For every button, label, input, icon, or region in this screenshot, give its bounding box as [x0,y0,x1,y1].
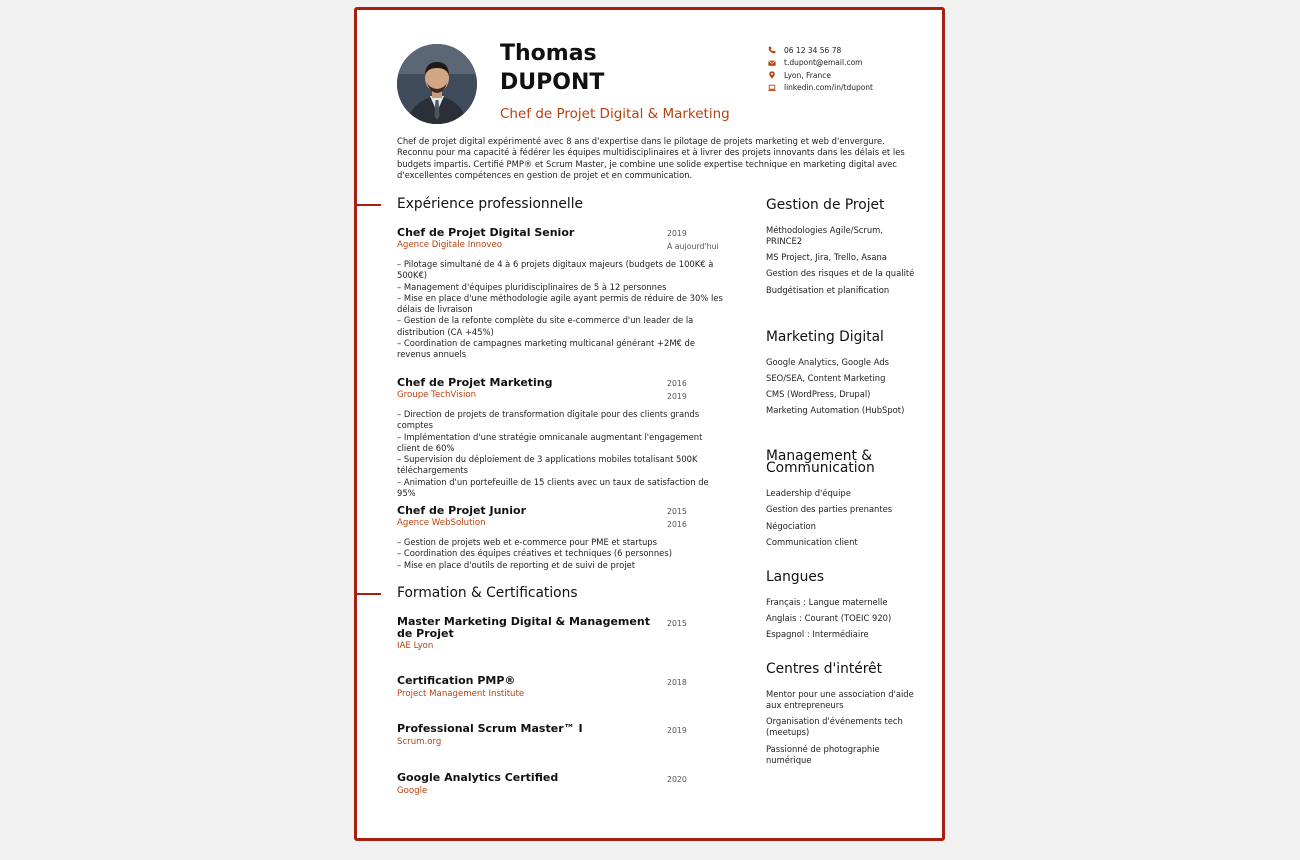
job-bullet: – Implémentation d'une stratégie omnicanale augmentant l'engagement client de 60% [397,431,703,453]
job-bullet: – Animation d'un portefeuille de 15 clients avec un taux de satisfaction de 95% [397,476,709,499]
portrait-illustration [397,44,477,124]
contact-block [767,44,873,94]
sidebar-item: Organisation d'événements tech (meetups) [766,716,903,738]
job-bullets [397,409,727,499]
experience-item [397,376,727,499]
job-bullet: – Coordination de campagnes marketing multicanal générant +2M€ de revenus annuels [397,338,695,360]
education-title: Master Marketing Digital & Management de Projet [397,615,650,640]
job-start: 2019 [667,229,687,238]
sidebar-item: Passionné de photographie numérique [766,743,880,765]
sidebar-item: Méthodologies Agile/Scrum, PRINCE2 [766,224,883,246]
job-end: 2016 [667,519,687,529]
linkedin-text: linkedin.com/in/tdupont [784,83,874,93]
job-bullet: – Gestion de projets web et e-commerce pour PME et startups [397,537,657,547]
job-bullet: – Supervision du déploiement de 3 applications mobiles totalisant 500K téléchargements [397,454,698,476]
job-end: À aujourd'hui [667,241,719,251]
profile-summary: Chef de projet digital expérimenté avec 8 ans d'expertise dans le pilotage de projets marketing et web d'envergure. Reconnu pour ma capacité à fédérer les équipes multidisciplinaires et à livrer des projets innovants dans les délais et les budgets impartis. Certifié PMP® et Scrum Master, je combine une solide expertise technique en marketing digital avec d'excellentes compétences en gestion de projet et en communication. [397,136,905,180]
education-school: IAE Lyon [397,641,434,651]
job-company: Agence Digitale Innoveo [397,240,503,250]
job-dates [667,228,719,253]
education-title: Professional Scrum Master™ I [397,722,583,735]
sidebar-section-title: Gestion de Projet [766,197,885,213]
contact-phone[interactable] [767,44,873,57]
section-marker [357,593,381,595]
sidebar-item: Gestion des parties prenantes [766,504,893,515]
education-year: 2019 [667,726,687,735]
sidebar-item: Négociation [766,520,816,531]
education-section-title: Formation & Certifications [397,585,578,601]
education-year: 2015 [667,619,687,628]
education-item [397,723,727,748]
phone-text: 06 12 34 56 78 [784,45,842,55]
job-bullets [397,537,727,571]
sidebar-item: Gestion des risques et de la qualité [766,268,915,279]
sidebar-section [766,331,916,422]
sidebar-section [766,663,916,771]
resume-page [354,7,945,841]
sidebar-section-title: Management & Communication [766,448,875,476]
contact-email[interactable] [767,57,873,70]
sidebar-item: CMS (WordPress, Drupal) [766,389,871,400]
sidebar-item: Espagnol : Intermédiaire [766,629,869,640]
sidebar-section-title: Centres d'intérêt [766,661,883,677]
education-school: Scrum.org [397,736,442,747]
job-bullet: – Coordination des équipes créatives et techniques (6 personnes) [397,548,672,559]
education-school: Google [397,785,428,796]
sidebar-item: Leadership d'équipe [766,488,851,498]
contact-location [767,69,873,82]
education-item [397,675,727,700]
sidebar-item: Anglais : Courant (TOEIC 920) [766,612,892,623]
sidebar-section [766,448,916,553]
sidebar-item: Français : Langue maternelle [766,596,888,607]
experience-item [397,226,727,361]
job-company: Groupe TechVision [397,390,477,400]
location-pin-icon [768,71,776,79]
job-dates [667,378,687,403]
job-end: 2019 [667,391,687,401]
sidebar-item: Marketing Automation (HubSpot) [766,405,905,416]
profile-photo [397,44,477,124]
job-role: Chef de Projet Digital Senior [397,226,575,239]
job-bullet: – Gestion de la refonte complète du site e-commerce d'un leader de la distribution (CA +45%) [397,315,694,337]
sidebar-item: MS Project, Jira, Trello, Asana [766,252,887,263]
job-bullet: – Direction de projets de transformation digitale pour des clients grands comptes [397,409,700,431]
sidebar-item: Google Analytics, Google Ads [766,356,890,367]
experience-item [397,504,727,571]
education-school: Project Management Institute [397,688,525,699]
laptop-icon [768,84,776,92]
location-text: Lyon, France [784,70,831,80]
section-marker [357,204,381,206]
email-text: t.dupont@email.com [784,58,863,68]
education-year: 2020 [667,775,687,784]
education-item [397,616,727,652]
sidebar-item: Budgétisation et planification [766,284,890,295]
job-bullet: – Mise en place d'une méthodologie agile ayant permis de réduire de 30% les délais de livraison [397,292,723,315]
experience-section-title: Expérience professionnelle [397,196,584,212]
sidebar-item: SEO/SEA, Content Marketing [766,372,886,383]
job-company: Agence WebSolution [397,518,486,528]
phone-icon [768,46,776,54]
education-year: 2018 [667,678,687,687]
sidebar-section-title: Langues [766,569,825,585]
job-bullet: – Pilotage simultané de 4 à 6 projets digitaux majeurs (budgets de 100K€ à 500K€) [397,259,714,281]
sidebar-section [766,199,916,301]
job-start: 2015 [667,507,687,516]
sidebar-section [766,571,916,645]
contact-linkedin[interactable] [767,82,873,95]
job-role: Chef de Projet Marketing [397,376,553,389]
education-item [397,772,727,797]
sidebar-section-title: Marketing Digital [766,329,884,345]
sidebar-item: Communication client [766,536,858,547]
job-dates [667,506,687,531]
job-bullets [397,259,727,361]
job-role: Chef de Projet Junior [397,504,527,517]
job-bullet: – Management d'équipes pluridisciplinaires de 5 à 12 personnes [397,281,667,292]
job-bullet: – Mise en place d'outils de reporting et de suivi de projet [397,559,635,570]
first-name: Thomas [500,41,597,66]
professional-title: Chef de Projet Digital & Marketing [500,106,730,122]
education-title: Google Analytics Certified [397,771,559,784]
sidebar-item: Mentor pour une association d'aide aux entrepreneurs [766,688,914,710]
email-icon [768,59,776,67]
last-name: DUPONT [500,70,605,95]
job-start: 2016 [667,379,687,388]
education-title: Certification PMP® [397,674,516,687]
